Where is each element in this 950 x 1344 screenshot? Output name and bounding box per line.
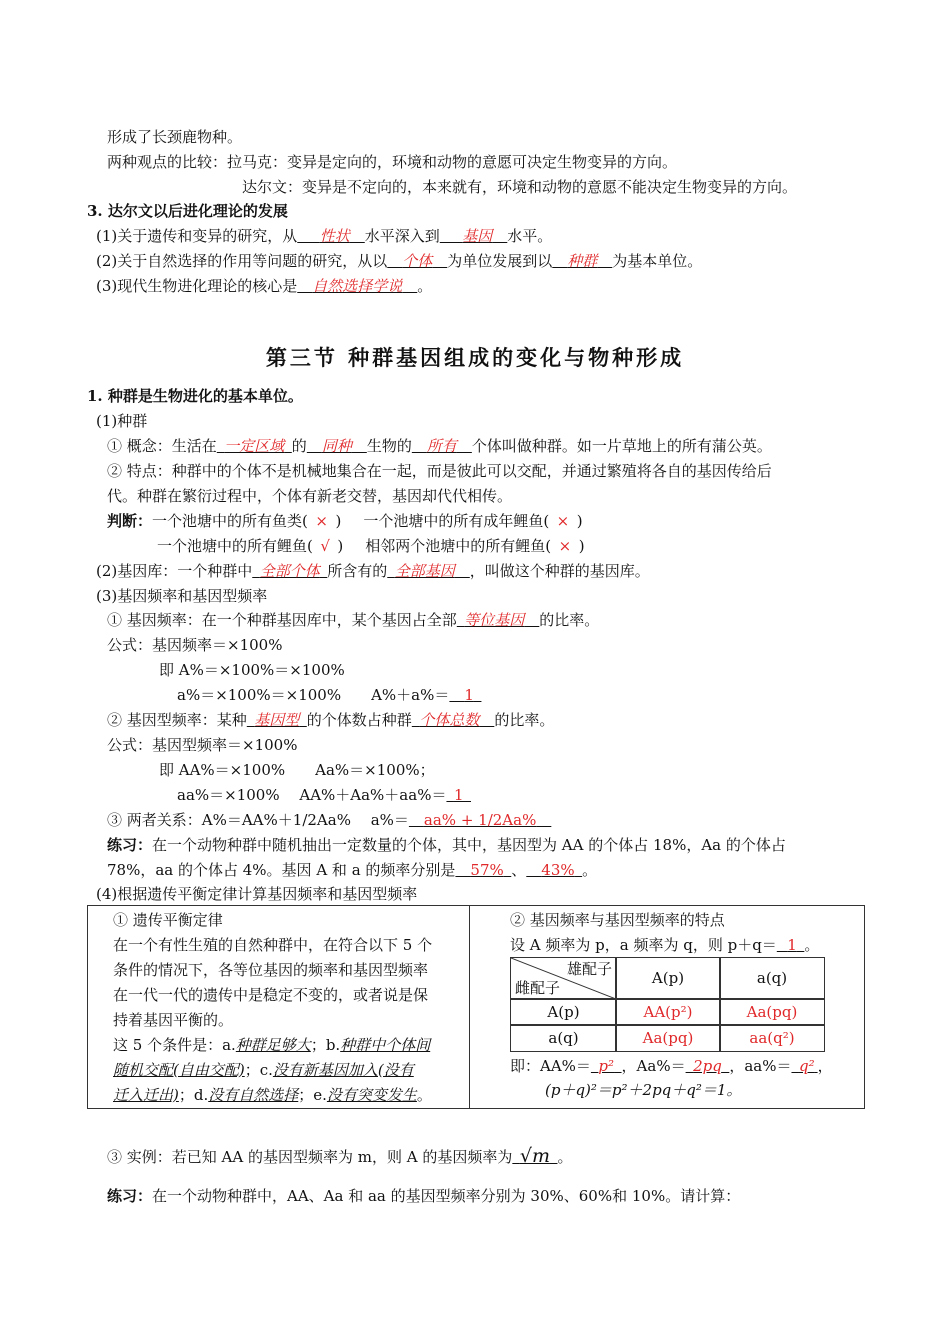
answer-blank: 2pq [693,1057,722,1075]
gene-freq-def: ① 基因频率：在一个种群基因库中，某个基因占全部 等位基因 的比率。 [107,611,600,629]
gt-formula-line3: aa%＝×100% AA%＋Aa%＋aa%＝ 1 [177,785,471,805]
formula-line3: a%＝×100%＝×100% A%＋a%＝ 1 [177,685,481,705]
features-heading: ② 基因频率与基因型频率的特点 [510,911,725,929]
answer-blank: 57% [470,861,504,879]
answer-blank: 1 [464,686,474,704]
answer-blank: 同种 [321,437,352,455]
answer-blank: 全部个体 [259,562,320,580]
answer-blank: 自然选择学说 [312,277,403,295]
exercise-line2: 78%，aa 的个体占 4%。基因 A 和 a 的频率分别是 57% 、 43% 。 [107,861,598,879]
intro-line: 形成了长颈鹿物种。 [107,128,243,146]
box-divider [469,905,470,1108]
answer-blank: 种群 [567,252,598,270]
equilibrium-heading: (4)根据遗传平衡定律计算基因频率和基因型频率 [96,885,418,903]
answer-blank: 等位基因 [464,611,525,629]
gt-formula-line1: 公式：基因型频率＝×100% [107,736,298,754]
table-corner-cell [510,957,617,1000]
table-col-header: A(p) [615,957,721,1000]
judge-line2: 一个池塘中的所有鲤鱼( √ ) 相邻两个池塘中的所有鲤鱼( × ) [157,537,585,555]
answer-blank: 基因 [462,227,493,245]
table-row-header: a(q) [510,1024,617,1052]
relation-line: ③ 两者关系：A%＝AA%＋1/2Aa% a%＝ aa% + 1/2Aa% [107,810,551,830]
table-cell: aa(q²) [719,1024,825,1052]
answer-blank: 1 [453,786,464,804]
conditions-line2: 随机交配(自由交配)；c.没有新基因加入(没有 [113,1061,414,1079]
example-line: ③ 实例：若已知 AA 的基因型频率为 m，则 A 的基因频率为 √m 。 [107,1145,573,1167]
conditions-line3: 迁入迁出)；d.没有自然选择；e.没有突变发生。 [113,1086,432,1104]
table-col-header: a(q) [719,957,825,1000]
answer-blank: 基因型 [254,711,300,729]
answer-blank: q² [798,1057,815,1075]
gene-pool-line: (2)基因库：一个种群中 全部个体 所含有的 全部基因 ，叫做这个种群的基因库。 [96,562,650,580]
answer-blank: 一定区域 [224,437,285,455]
hw-law-text: 条件的情况下，各等位基因的频率和基因型频率 [113,961,429,979]
formula-line1: 公式：基因频率＝×100% [107,636,283,654]
population-heading: (1)种群 [96,412,148,430]
conditions-line1: 这 5 个条件是：a.种群足够大；b.种群中个体间 [113,1036,431,1054]
judge-line1: 判断：一个池塘中的所有鱼类( × ) 一个池塘中的所有成年鲤鱼( × ) [107,512,583,530]
setup-line: 设 A 频率为 p，a 频率为 q，则 p＋q＝ 1 。 [510,936,820,954]
hw-law-text: 在一个有性生殖的自然种群中，在符合以下 5 个 [113,936,433,954]
answer-blank: 所有 [426,437,457,455]
sqrt-m: √m [519,1145,550,1167]
answer-blank: p² [598,1057,615,1075]
table-cell: Aa(pq) [615,1024,721,1052]
male-gamete-label: 雄配子 [566,960,612,978]
table-cell: AA(p²) [615,998,721,1026]
answer-blank: 43% [541,861,575,879]
formula-line2: 即 A%＝×100%＝×100% [159,661,345,679]
genotype-freq-def: ② 基因型频率：某种 基因型 的个体数占种群 个体总数 的比率。 [107,711,555,729]
compare-label: 两种观点的比较： [107,153,228,171]
section-title: 第三节 种群基因组成的变化与物种形成 [265,346,685,370]
feature-line1: ② 特点：种群中的个体不是机械地集合在一起，而是彼此可以交配，并通过繁殖将各自的基因传给后 [107,462,772,480]
answer-blank: 全部基因 [394,562,455,580]
lamarck-view: 拉马克：变异是定向的，环境和动物的意愿可决定生物变异的方向。 [227,153,678,171]
female-gamete-label: 雌配子 [515,979,561,997]
result-line: 即：AA%＝ p² ，Aa%＝ 2pq ，aa%＝ q² ， [510,1057,833,1075]
table-cell: Aa(pq) [719,998,825,1026]
exercise-line1: 练习：在一个动物种群中随机抽出一定数量的个体，其中，基因型为 AA 的个体占 18%，Aa 的个体占 [107,836,786,854]
compare-line [107,152,677,172]
feature-line2: 代。种群在繁衍过程中，个体有新老交替，基因却代代相传。 [107,487,513,505]
sec3-line2: (2)关于自然选择的作用等问题的研究，从以 个体 为单位发展到以 种群 为基本单位。 [96,252,703,270]
answer-blank: 个体总数 [419,711,480,729]
answer-blank: 个体 [402,252,433,270]
section3-heading: 3. 达尔文以后进化理论的发展 [87,202,288,220]
answer-blank: 1 [787,936,797,954]
sec3-line3: (3)现代生物进化理论的核心是 自然选择学说 。 [96,277,433,295]
hw-law-heading: ① 遗传平衡定律 [113,911,223,929]
table-row-header: A(p) [510,998,617,1026]
sec3-line1: (1)关于遗传和变异的研究，从 性状 水平深入到 基因 水平。 [96,227,553,245]
darwin-view: 达尔文：变异是不定向的，本来就有，环境和动物的意愿不能决定生物变异的方向。 [242,178,798,196]
concept-line: ① 概念：生活在 一定区域 的 同种 生物的 所有 个体叫做种群。如一片草地上的所有蒲公英。 [107,437,772,455]
part1-heading: 1. 种群是生物进化的基本单位。 [87,387,303,405]
answer-blank: aa% + 1/2Aa% [423,811,537,829]
answer-blank: 性状 [319,227,350,245]
identity-line: (p＋q)²＝p²＋2pq＋q²＝1。 [545,1081,742,1099]
hw-law-text: 在一代一代的遗传中是稳定不变的，或者说是保 [113,986,429,1004]
hw-law-text: 持着基因平衡的。 [113,1011,234,1029]
practice-line: 练习：在一个动物种群中，AA、Aa 和 aa 的基因型频率分别为 30%、60%和 10%。请计算： [107,1187,741,1205]
freq-heading: (3)基因频率和基因型频率 [96,587,268,605]
gt-formula-line2: 即 AA%＝×100% Aa%＝×100%； [159,761,435,779]
